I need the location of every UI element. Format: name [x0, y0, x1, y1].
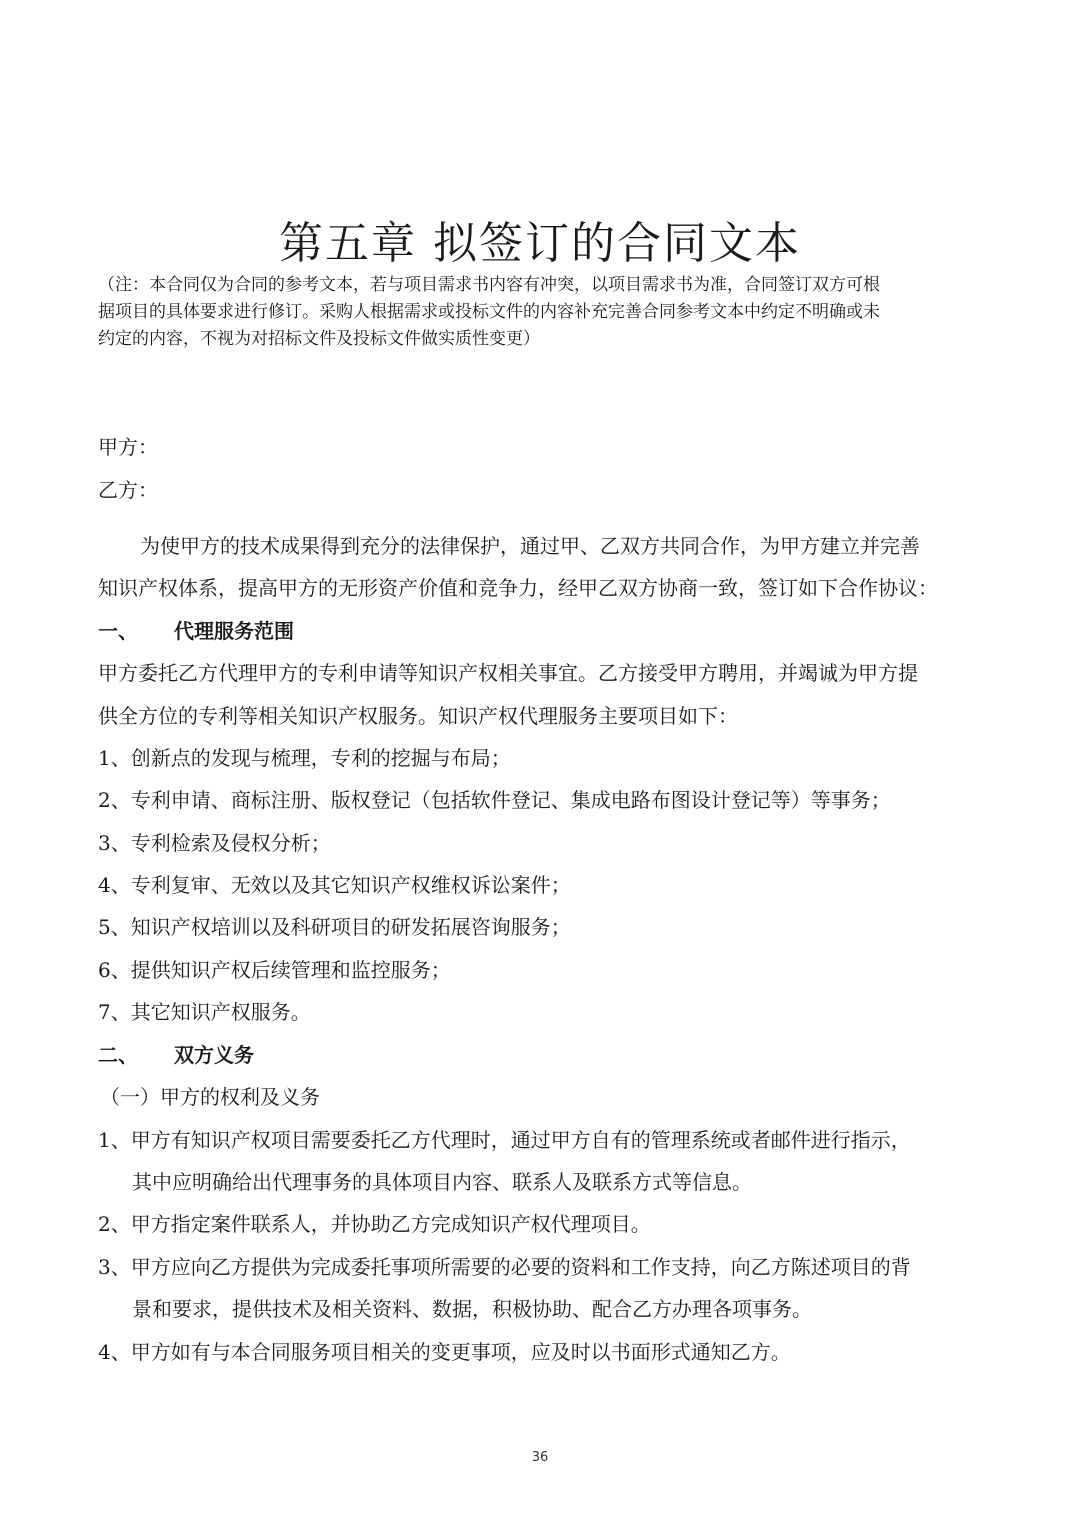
section-title: 双方义务 — [174, 1043, 254, 1067]
obligation-item: 3、甲方应向乙方提供为完成委托事项所需要的必要的资料和工作支持，向乙方陈述项目的背 — [98, 1255, 911, 1279]
section-number: 一、 — [98, 619, 138, 643]
scope-paragraph-line: 甲方委托乙方代理甲方的专利申请等知识产权相关事宜。乙方接受甲方聘用，并竭诚为甲方提 — [98, 661, 918, 685]
scope-list-item: 6、提供知识产权后续管理和监控服务； — [98, 958, 451, 982]
page-number: 36 — [531, 1450, 549, 1465]
obligation-item: 4、甲方如有与本合同服务项目相关的变更事项，应及时以书面形式通知乙方。 — [98, 1340, 791, 1364]
party-b-label: 乙方： — [98, 478, 158, 502]
section-number: 二、 — [98, 1043, 138, 1067]
intro-paragraph-line: 知识产权体系，提高甲方的无形资产价值和竞争力，经甲乙双方协商一致，签订如下合作协议： — [98, 576, 938, 600]
section-title: 代理服务范围 — [174, 619, 294, 643]
obligation-item: 1、甲方有知识产权项目需要委托乙方代理时，通过甲方自有的管理系统或者邮件进行指示， — [98, 1128, 911, 1152]
note-line: （注：本合同仅为合同的参考文本，若与项目需求书内容有冲突，以项目需求书为准，合同签订双方可根 — [98, 275, 880, 295]
obligation-item-continuation: 其中应明确给出代理事务的具体项目内容、联系人及联系方式等信息。 — [132, 1170, 752, 1194]
obligation-item: 2、甲方指定案件联系人，并协助乙方完成知识产权代理项目。 — [98, 1212, 651, 1236]
note-line: 据项目的具体要求进行修订。采购人根据需求或投标文件的内容补充完善合同参考文本中约定不明确或未 — [98, 302, 880, 322]
scope-list-item: 4、专利复审、无效以及其它知识产权维权诉讼案件； — [98, 873, 571, 897]
note-line: 约定的内容，不视为对招标文件及投标文件做实质性变更） — [98, 329, 540, 349]
scope-list-item: 5、知识产权培训以及科研项目的研发拓展咨询服务； — [98, 915, 571, 939]
party-a-label: 甲方： — [98, 435, 158, 459]
scope-list-item: 1、创新点的发现与梳理，专利的挖掘与布局； — [98, 746, 511, 770]
scope-list-item: 7、其它知识产权服务。 — [98, 1000, 311, 1024]
subsection-title: （一）甲方的权利及义务 — [100, 1085, 320, 1109]
scope-list-item: 3、专利检索及侵权分析； — [98, 831, 331, 855]
scope-list-item: 2、专利申请、商标注册、版权登记（包括软件登记、集成电路布图设计登记等）等事务； — [98, 788, 891, 812]
chapter-title: 第五章 拟签订的合同文本 — [279, 218, 801, 269]
section-heading-obligations — [98, 1040, 254, 1070]
reference-note — [98, 272, 988, 353]
intro-paragraph-line: 为使甲方的技术成果得到充分的法律保护，通过甲、乙双方共同合作，为甲方建立并完善 — [140, 534, 920, 558]
scope-paragraph-line: 供全方位的专利等相关知识产权服务。知识产权代理服务主要项目如下： — [98, 704, 738, 728]
obligation-item-continuation: 景和要求，提供技术及相关资料、数据，积极协助、配合乙方办理各项事务。 — [132, 1297, 812, 1321]
section-heading-scope — [98, 616, 294, 646]
